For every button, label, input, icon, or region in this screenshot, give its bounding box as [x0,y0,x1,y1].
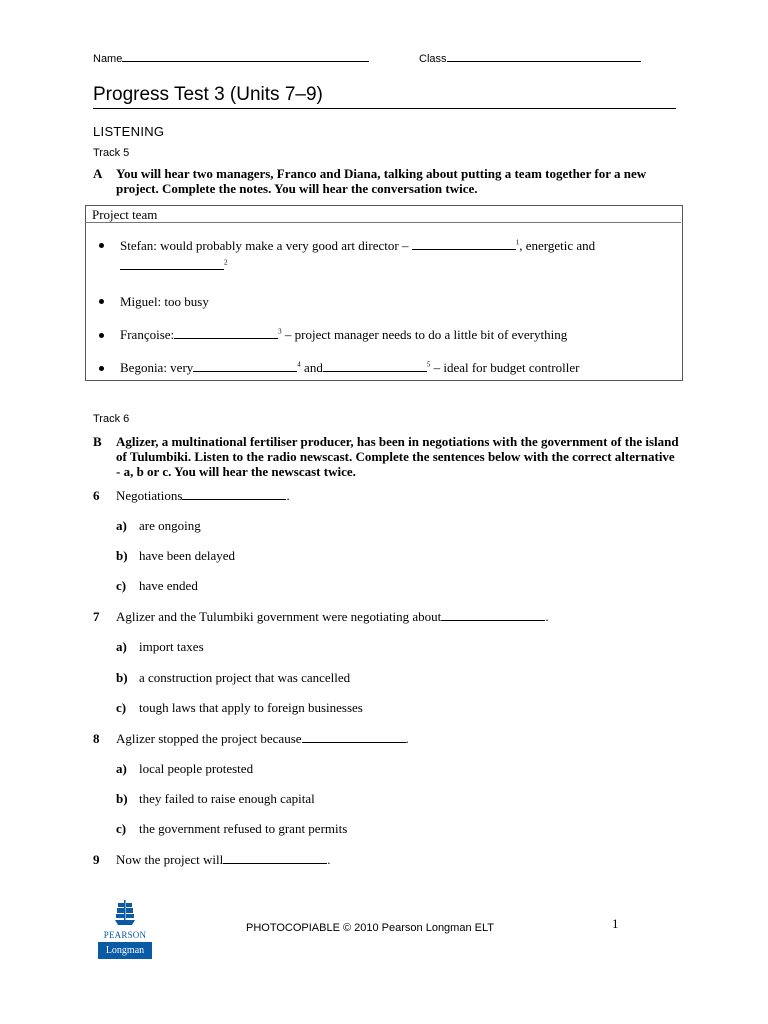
track-5-label: Track 5 [93,147,130,159]
box-header: Project team [92,207,158,222]
question-text: Now the project will [116,852,224,867]
question-text: Aglizer and the Tulumbiki government were negotiating about [116,609,442,624]
blank-number: 1 [515,238,520,247]
logo-pearson-text: PEARSON [98,929,152,942]
note-stefan [120,238,660,254]
name-blank[interactable] [122,50,369,62]
question-end: . [327,852,331,867]
blank-number: 2 [224,258,228,267]
bullet-icon [99,299,104,304]
name-label: Name [93,53,123,65]
option-6b[interactable]: have been delayed [139,548,236,563]
answer-blank-3[interactable] [174,327,278,339]
option-letter: b) [116,548,128,563]
footer-copyright: PHOTOCOPIABLE © 2010 Pearson Longman ELT [246,922,494,934]
part-a-letter: A [93,166,103,181]
bullet-icon [99,333,104,338]
option-letter: b) [116,791,128,806]
class-field [419,50,641,65]
title-divider [93,108,676,109]
box-header-divider [85,222,681,223]
question-6 [116,488,290,504]
bullet-icon [99,243,104,248]
question-number: 6 [93,488,100,503]
answer-blank-5[interactable] [323,360,427,372]
note-text: – ideal for budget controller [430,360,580,375]
option-6a[interactable]: are ongoing [139,518,201,533]
option-7b[interactable]: a construction project that was cancelled [139,670,351,685]
answer-blank-7[interactable] [441,609,545,621]
option-8a[interactable]: local people protested [139,761,254,776]
note-text: Begonia: very [120,360,194,375]
class-blank[interactable] [447,50,641,62]
track-6-label: Track 6 [93,413,130,425]
note-text: , energetic and [519,238,596,253]
question-number: 7 [93,609,100,624]
question-number: 9 [93,852,100,867]
answer-blank-1[interactable] [412,238,516,250]
pearson-longman-logo [98,898,152,960]
answer-blank-2[interactable] [120,258,224,270]
option-6c[interactable]: have ended [139,578,198,593]
note-text: and [300,360,323,375]
question-end: . [545,609,549,624]
answer-blank-9[interactable] [223,852,327,864]
option-letter: a) [116,518,127,533]
page-title: Progress Test 3 (Units 7–9) [93,84,323,105]
logo-mark [98,898,152,930]
question-number: 8 [93,731,100,746]
option-8c[interactable]: the government refused to grant permits [139,821,348,836]
question-text: Aglizer stopped the project because [116,731,302,746]
part-b-instruction: Aglizer, a multinational fertiliser producer, has been in negotiations with the government of the island of Tulumbiki. Listen to the radio newscast. Complete the sentences below with the correct alternative - a, b or c. You will hear the newscast twice. [116,434,679,479]
option-letter: c) [116,821,127,836]
blank-number: 4 [297,360,301,369]
note-text: Stefan: would probably make a very good art director – [120,238,409,253]
answer-blank-4[interactable] [193,360,297,372]
blank-number: 3 [278,327,282,336]
part-b-letter: B [93,434,102,449]
option-7c[interactable]: tough laws that apply to foreign businesses [139,700,363,715]
question-text: Negotiations [116,488,183,503]
note-text: – project manager needs to do a little bit of everything [281,327,568,342]
section-title: LISTENING [93,124,165,139]
part-a-instruction: You will hear two managers, Franco and Diana, talking about putting a team together for a new project. Complete the notes. You will hear the conversation twice. [116,166,647,196]
answer-blank-8[interactable] [302,731,406,743]
question-8 [116,731,409,747]
note-miguel: Miguel: too busy [120,294,209,309]
note-text: Françoise: [120,327,175,342]
project-team-box [85,205,683,381]
question-9 [116,852,330,868]
note-francoise [120,327,567,343]
answer-blank-6[interactable] [182,488,286,500]
option-letter: a) [116,639,127,654]
page-number: 1 [612,916,619,931]
question-end: . [286,488,290,503]
logo-longman-text: Longman [98,942,152,959]
question-7 [116,609,549,625]
ship-icon [114,900,136,926]
option-letter: a) [116,761,127,776]
option-8b[interactable]: they failed to raise enough capital [139,791,315,806]
bullet-icon [99,366,104,371]
option-letter: c) [116,578,127,593]
option-letter: c) [116,700,127,715]
blank-number: 5 [426,360,431,369]
option-7a[interactable]: import taxes [139,639,204,654]
note-begonia [120,360,579,376]
name-field [93,50,369,65]
question-end: . [405,731,409,746]
option-letter: b) [116,670,128,685]
note-stefan-cont [120,258,228,274]
class-label: Class [419,53,447,65]
